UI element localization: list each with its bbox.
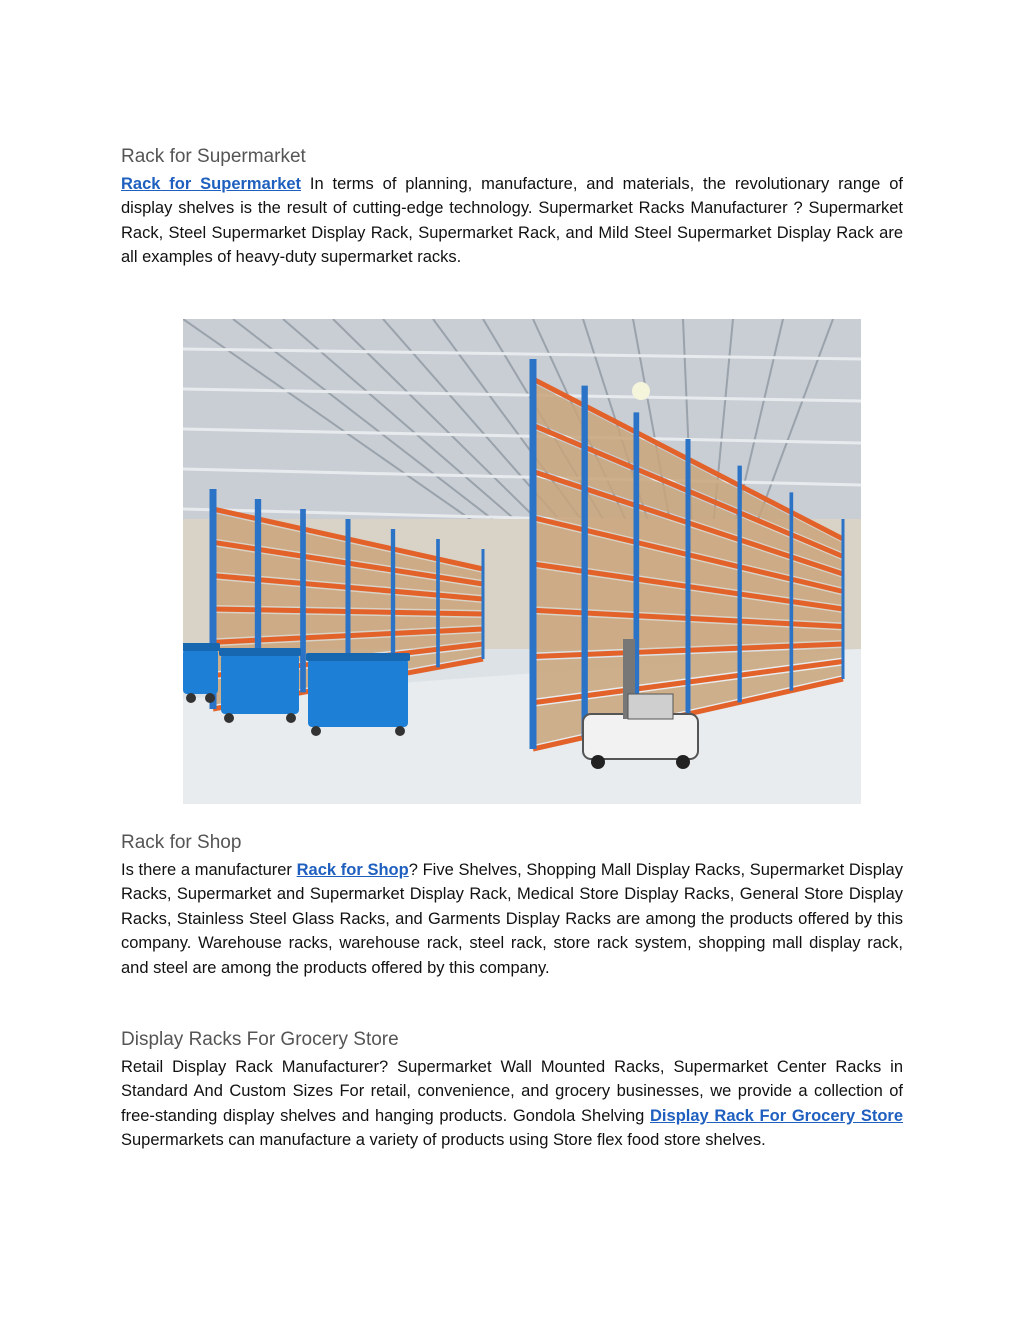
blue-bin-wheel — [205, 693, 215, 703]
blue-bin — [308, 659, 408, 727]
blue-bin-wheel — [186, 693, 196, 703]
blue-bin-wheel — [311, 726, 321, 736]
blue-bin — [221, 654, 299, 714]
paragraph-text-before: Retail Display Rack Manufacturer? Supermarket Wall Mounted Racks, Supermarket Center Racks in Standard And Custom Sizes For retail, convenience, and grocery businesses, we provide a collection of free-standing display shelves and hanging products. Gondola Shelving — [121, 1058, 903, 1125]
link-display-rack-grocery[interactable]: Display Rack For Grocery Store — [650, 1106, 903, 1125]
link-rack-for-supermarket[interactable]: Rack for Supermarket — [121, 175, 302, 193]
heading-rack-for-shop: Rack for Shop — [121, 832, 242, 853]
paragraph-text-after: ? Five Shelves, Shopping Mall Display Racks, Supermarket Display Racks, Supermarket and Supermarket Display Rack, Medical Store Display Racks, General Store Display Racks, Stainless Steel Glass Racks, and Garments Display Racks are among the products offered by this company. Warehouse racks, warehouse rack, steel rack, store rack system, shopping mall display rack, and steel are among the products offered by this company. — [121, 861, 903, 977]
blue-bin-lid — [183, 643, 220, 651]
paragraph-text-before: Is there a manufacturer — [121, 861, 297, 879]
heading-display-racks-grocery: Display Racks For Grocery Store — [121, 1029, 399, 1050]
blue-bin-wheel — [395, 726, 405, 736]
blue-bin-lid — [306, 653, 410, 661]
paragraph-rack-for-supermarket — [121, 172, 903, 270]
heading-rack-for-supermarket: Rack for Supermarket — [121, 146, 306, 167]
section-display-racks-grocery — [121, 1028, 903, 1153]
section-rack-for-supermarket — [121, 145, 903, 270]
blue-bin-wheel — [286, 713, 296, 723]
paragraph-text: In terms of planning, manufacture, and materials, the revolutionary range of display shelves is the result of cutting-edge technology. Supermarket Racks Manufacturer ? Supermarket Rack, Steel Supermarket Display Rack, Supermarket Rack, and Mild Steel Supermarket Display Rack are all examples of heavy-duty supermarket racks. — [121, 175, 903, 267]
paragraph-text-after: Supermarkets can manufacture a variety of products using Store flex food store shelves. — [121, 1131, 766, 1150]
paragraph-display-racks-grocery — [121, 1055, 903, 1153]
warehouse-racks-photo — [183, 319, 861, 804]
order-picker-wheel — [591, 755, 605, 769]
order-picker-wheel — [676, 755, 690, 769]
paragraph-rack-for-shop — [121, 858, 903, 980]
order-picker-base — [583, 714, 698, 759]
order-picker-platform — [628, 694, 673, 719]
blue-bin-lid — [219, 648, 301, 656]
blue-bin — [183, 649, 218, 694]
section-rack-for-shop — [121, 831, 903, 980]
blue-bin-wheel — [224, 713, 234, 723]
link-rack-for-shop[interactable]: Rack for Shop — [296, 861, 409, 879]
ceiling-lamp — [632, 382, 650, 400]
